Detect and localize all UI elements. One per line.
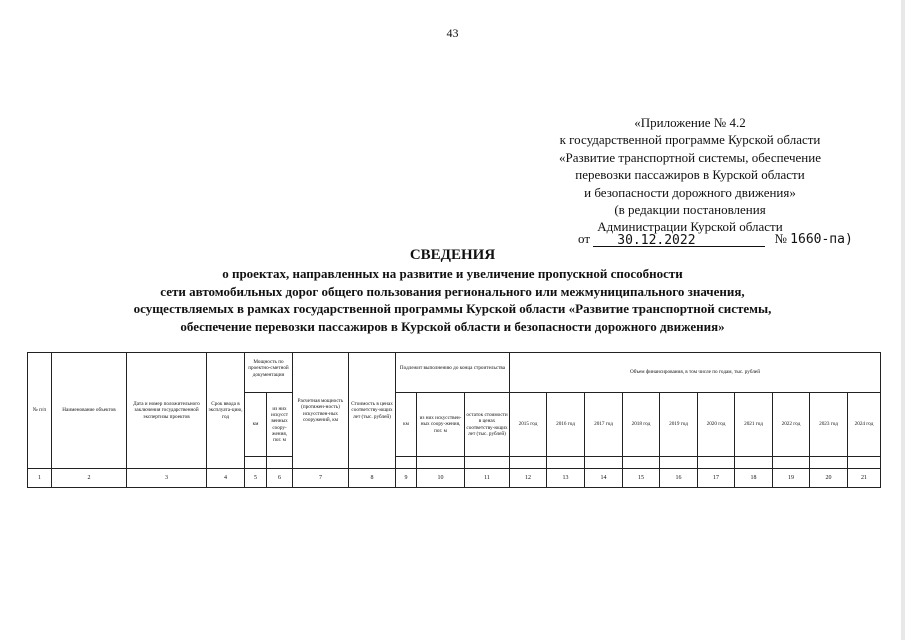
column-number: 18 [735, 469, 773, 488]
header-year: 2015 год [510, 393, 547, 457]
column-number: 7 [293, 469, 349, 488]
header-year: 2016 год [547, 393, 585, 457]
date-prefix: от [578, 231, 591, 246]
column-number: 4 [207, 469, 245, 488]
header-year: 2021 год [735, 393, 773, 457]
header-calc-capacity: Расчетная мощность (протяжен-ность) искусствен-ных сооружений, км [293, 353, 349, 469]
header-year: 2022 год [773, 393, 810, 457]
number-value: 1660-па) [790, 232, 853, 247]
column-number: 20 [810, 469, 848, 488]
header-year: 2024 год [848, 393, 881, 457]
header-cost: Стоимость в ценах соответству-ющих лет (тыс. рублей) [349, 353, 396, 469]
column-number: 19 [773, 469, 810, 488]
header-completion-art: из них искусствен-ных соору-жения, пог. м [417, 393, 465, 457]
date-field [593, 232, 765, 247]
column-number: 16 [660, 469, 698, 488]
document-title [0, 246, 905, 335]
column-number: 10 [417, 469, 465, 488]
column-number: 15 [623, 469, 660, 488]
title-line: сети автомобильных дорог общего пользования регионального или межмуниципального значения, [160, 283, 745, 299]
page-number: 43 [446, 26, 459, 40]
header-term: Срок ввода в эксплуата-цию, год [207, 353, 245, 469]
column-number: 5 [245, 469, 267, 488]
header-capacity-art: из них искусст венных соору-жения, пог. м [267, 393, 293, 457]
header-year: 2019 год [660, 393, 698, 457]
header-name: Наименование объектов [52, 353, 127, 469]
header-completion-rest: остаток стоимости в ценах соответству-ющих лет (тыс. рублей) [465, 393, 510, 457]
appendix-line: Администрации Курской области [597, 219, 783, 235]
column-number: 1 [28, 469, 52, 488]
column-number: 8 [349, 469, 396, 488]
column-number: 12 [510, 469, 547, 488]
title-line: обеспечение перевозки пассажиров в Курской области и безопасности дорожного движения» [180, 318, 725, 334]
title-line: о проектах, направленных на развитие и увеличение пропускной способности [222, 266, 683, 281]
appendix-line: «Приложение № 4.2 [634, 115, 746, 130]
column-number: 2 [52, 469, 127, 488]
column-number: 6 [267, 469, 293, 488]
column-number: 13 [547, 469, 585, 488]
header-expertise: Дата и номер положительного заключения государственной экспертизы проектов [127, 353, 207, 469]
appendix-line: к государственной программе Курской области [559, 132, 821, 148]
title-main: СВЕДЕНИЯ [409, 247, 496, 263]
header-year: 2018 год [623, 393, 660, 457]
header-completion-km: км [396, 393, 417, 457]
appendix-line: «Развитие транспортной системы, обеспечение [559, 149, 821, 165]
header-year: 2023 год [810, 393, 848, 457]
column-number-row [28, 469, 881, 488]
column-number: 9 [396, 469, 417, 488]
appendix-block [520, 114, 860, 236]
column-number: 11 [465, 469, 510, 488]
appendix-line: и безопасности дорожного движения» [584, 184, 796, 200]
column-number: 21 [848, 469, 881, 488]
header-completion: Подлежит выполнению до конца строительства [396, 353, 510, 393]
column-number: 3 [127, 469, 207, 488]
scan-edge [901, 0, 905, 640]
header-capacity: Мощность по проектно-сметной документации [245, 353, 293, 393]
decree-date-line [578, 231, 853, 247]
appendix-line: перевозки пассажиров в Курской области [575, 167, 805, 183]
number-prefix: № [774, 231, 787, 246]
header-num: № п/п [28, 353, 52, 469]
header-year: 2017 год [585, 393, 623, 457]
date-value: 30.12.2022 [617, 233, 696, 248]
header-year: 2020 год [698, 393, 735, 457]
appendix-line: (в редакции постановления [614, 202, 766, 218]
column-number: 17 [698, 469, 735, 488]
header-financing: Объем финансирования, в том числе по годам, тыс. рублей [510, 353, 881, 393]
header-capacity-km: км [245, 393, 267, 457]
column-number: 14 [585, 469, 623, 488]
title-line: осуществляемых в рамках государственной программы Курской области «Развитие транспортной системы, [133, 301, 772, 316]
projects-table [27, 352, 881, 488]
